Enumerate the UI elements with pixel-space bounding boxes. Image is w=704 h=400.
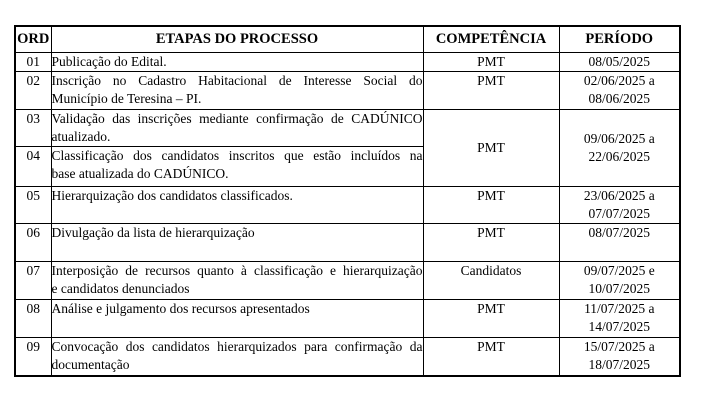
header-ord: ORD: [15, 26, 51, 52]
ord-value: 06: [26, 224, 40, 240]
periodo-cell-merged: [559, 109, 680, 186]
ord-value: 02: [26, 72, 40, 88]
etapa-line: Classificação dos candidatos inscritos que estão incluídos na: [51, 147, 423, 163]
ord-value: 05: [26, 187, 40, 203]
ord-cell: [15, 186, 51, 223]
competencia-value: PMT: [477, 72, 505, 88]
competencia-value: Candidatos: [460, 262, 522, 278]
etapa-line: Hierarquização dos candidatos classificados.: [51, 187, 293, 203]
etapa-line: Convocação dos candidatos hierarquizados para confirmação da: [51, 338, 423, 354]
periodo-cell: [559, 223, 680, 261]
etapa-line: Interposição de recursos quanto à classificação e hierarquização: [51, 262, 423, 278]
table-header-row: [15, 26, 680, 52]
ord-cell: [15, 223, 51, 261]
header-periodo: PERÍODO: [559, 26, 680, 52]
process-schedule-table: [14, 25, 681, 377]
competencia-value: PMT: [477, 224, 505, 240]
ord-value: 09: [26, 338, 40, 354]
competencia-value: PMT: [477, 139, 505, 155]
etapa-line: Publicação do Edital.: [51, 53, 167, 69]
etapa-cell: [51, 109, 423, 146]
ord-cell: [15, 337, 51, 376]
periodo-line: 08/05/2025: [588, 53, 650, 69]
table-row: [15, 223, 680, 261]
ord-cell: [15, 109, 51, 146]
periodo-line: 08/06/2025: [588, 90, 650, 106]
competencia-value: PMT: [477, 187, 505, 203]
etapa-cell: [51, 146, 423, 186]
etapa-line: Validação das inscrições mediante confirmação de CADÚNICO: [51, 110, 423, 126]
competencia-cell: [423, 337, 559, 376]
periodo-cell: [559, 337, 680, 376]
ord-value: 08: [26, 300, 40, 316]
table-row: [15, 186, 680, 223]
competencia-cell: [423, 186, 559, 223]
etapa-line: Município de Teresina – PI.: [51, 90, 202, 106]
etapa-line: e candidatos denunciados: [51, 280, 190, 296]
etapa-line: atualizado.: [51, 128, 111, 144]
periodo-line: 15/07/2025 a: [583, 338, 655, 354]
etapa-line: base atualizada do CADÚNICO.: [51, 165, 229, 181]
competencia-value: PMT: [477, 338, 505, 354]
periodo-line: 02/06/2025 a: [583, 72, 655, 88]
periodo-line: 18/07/2025: [588, 356, 650, 372]
competencia-cell: [423, 223, 559, 261]
header-etapas: ETAPAS DO PROCESSO: [51, 26, 423, 52]
etapa-cell: [51, 223, 423, 261]
periodo-cell: [559, 71, 680, 109]
competencia-cell: [423, 261, 559, 299]
header-competencia: COMPETÊNCIA: [423, 26, 559, 52]
etapa-cell: [51, 261, 423, 299]
periodo-line: 10/07/2025: [588, 280, 650, 296]
periodo-cell: [559, 261, 680, 299]
competencia-cell: [423, 52, 559, 71]
table-row: [15, 52, 680, 71]
ord-value: 03: [26, 110, 40, 126]
competencia-cell-merged: [423, 109, 559, 186]
etapa-cell: [51, 71, 423, 109]
periodo-cell: [559, 299, 680, 337]
competencia-cell: [423, 299, 559, 337]
table-row: [15, 109, 680, 146]
competencia-value: PMT: [477, 53, 505, 69]
periodo-line: 07/07/2025: [588, 205, 650, 221]
periodo-cell: [559, 52, 680, 71]
periodo-line: 14/07/2025: [588, 318, 650, 334]
periodo-line: 09/07/2025 e: [583, 262, 655, 278]
ord-cell: [15, 261, 51, 299]
competencia-value: PMT: [477, 300, 505, 316]
table-row: [15, 337, 680, 376]
etapa-line: Análise e julgamento dos recursos apresentados: [51, 300, 310, 316]
ord-cell: [15, 146, 51, 186]
ord-value: 07: [26, 262, 40, 278]
periodo-line: 09/06/2025 a: [583, 130, 655, 146]
ord-value: 01: [26, 53, 40, 69]
table-row: [15, 261, 680, 299]
etapa-line: Divulgação da lista de hierarquização: [51, 224, 255, 240]
etapa-cell: [51, 186, 423, 223]
periodo-line: 22/06/2025: [588, 148, 650, 164]
etapa-line: documentação: [51, 356, 130, 372]
ord-value: 04: [26, 147, 40, 163]
ord-cell: [15, 52, 51, 71]
etapa-cell: [51, 299, 423, 337]
etapa-cell: [51, 337, 423, 376]
ord-cell: [15, 71, 51, 109]
periodo-cell: [559, 186, 680, 223]
periodo-line: 23/06/2025 a: [583, 187, 655, 203]
competencia-cell: [423, 71, 559, 109]
periodo-line: 08/07/2025: [588, 224, 650, 240]
periodo-line: 11/07/2025 a: [584, 300, 655, 316]
ord-cell: [15, 299, 51, 337]
etapa-line: Inscrição no Cadastro Habitacional de Interesse Social do: [51, 72, 423, 88]
table-row: [15, 299, 680, 337]
table-row: [15, 71, 680, 109]
etapa-cell: [51, 52, 423, 71]
